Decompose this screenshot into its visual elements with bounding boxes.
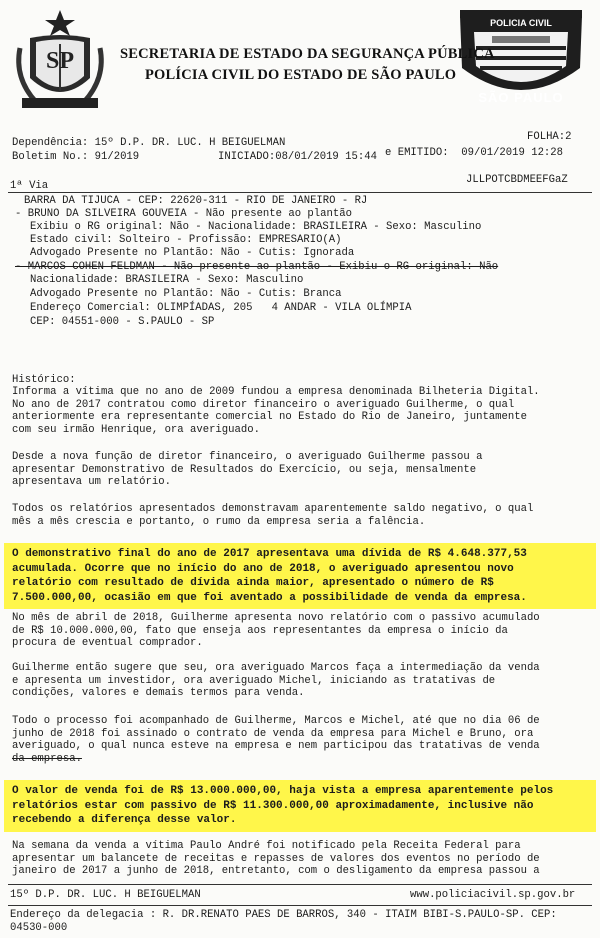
text-line: relatório com resultado de dívida ainda maior, apresentado o número de R$ — [12, 577, 494, 589]
text-line: averiguado, o qual nunca esteve na empresa e nem participou das tratativas de venda — [12, 740, 540, 753]
historico-paragraph-6 — [12, 662, 592, 700]
footer-address-line2: 04530-000 — [10, 922, 68, 934]
historico-paragraph-9 — [12, 840, 592, 878]
text-line: e apresenta um investidor, ora averiguado Michel, iniciando as tratativas de — [12, 674, 496, 687]
text-line: No mês de abril de 2018, Guilherme apresenta novo relatório com o passivo acumulado — [12, 612, 540, 624]
historico-paragraph-7 — [12, 715, 592, 765]
via-label: 1ª Via — [10, 180, 49, 192]
footer-separator-top — [8, 884, 592, 885]
historico-paragraph-3 — [12, 503, 592, 528]
text-line: junho de 2018 foi assinado o contrato de venda da empresa para Michel e Bruno, ora — [12, 727, 534, 740]
text-line: apresentar Demonstrativo de Resultados do Exercício, ou seja, mensalmente — [12, 463, 477, 476]
boletim-number: Boletim No.: 91/2019 — [12, 151, 140, 163]
historico-label: Histórico: — [12, 374, 76, 386]
historico-paragraph-5 — [12, 612, 592, 650]
footer-website: www.policiacivil.sp.gov.br — [410, 889, 576, 901]
emitido-date: e EMITIDO: 09/01/2019 12:28 — [385, 147, 564, 159]
text-line: O valor de venda foi de R$ 13.000.000,00, haja vista a empresa aparentemente pelos — [12, 785, 554, 797]
header-secretaria: SECRETARIA DE ESTADO DA SEGURANÇA PÚBLICA — [120, 46, 495, 62]
document-code: JLLPOTCBDMEEFGaZ — [466, 174, 568, 186]
text-line: relatórios estar com passivo de R$ 11.300.000,00 aproximadamente, inclusive não — [12, 799, 534, 812]
party-line-5: - MARCOS COHEN FELDMAN - Não presente ao plantão - Exibiu o RG original: Não — [15, 261, 499, 273]
folha-number: FOLHA:2 — [527, 131, 572, 143]
text-line: 7.500.000,00, ocasião em que foi aventado a possibilidade de venda da empresa. — [12, 591, 527, 604]
text-line: apresentar um balancete de receitas e repasses de valores dos eventos no período de — [12, 852, 540, 865]
party-line-1: - BRUNO DA SILVEIRA GOUVEIA - Não presente ao plantão — [15, 208, 352, 220]
text-line: Informa a vítima que no ano de 2009 fundou a empresa denominada Bilheteria Digital. — [12, 386, 540, 398]
header-policia-civil: POLÍCIA CIVIL DO ESTADO DE SÃO PAULO — [145, 67, 457, 83]
text-line: mês a mês crescia e portanto, o rumo da empresa seria a falência. — [12, 515, 426, 528]
text-line: janeiro de 2017 a junho de 2018, entretanto, com o desligamento da empresa passou a — [12, 865, 540, 878]
text-line: de R$ 10.000.000,00, fato que enseja aos representantes da empresa o início da — [12, 624, 508, 637]
sp-coat-of-arms-seal — [10, 8, 110, 120]
text-line: acumulada. Ocorre que no início do ano de 2018, o averiguado apresentou novo — [12, 562, 514, 575]
badge-bottom-text: SÃO PAULO — [478, 90, 564, 105]
text-line: recebendo a diferença desse valor. — [12, 814, 237, 826]
text-line: da empresa. — [12, 752, 82, 765]
badge-top-text: POLICIA CIVIL — [490, 18, 552, 28]
text-line: apresentava um relatório. — [12, 476, 171, 489]
party-line-0: BARRA DA TIJUCA - CEP: 22620-311 - RIO DE JANEIRO - RJ — [24, 195, 368, 207]
text-line: procura de eventual comprador. — [12, 637, 203, 650]
text-line: Desde a nova função de diretor financeiro, o averiguado Guilherme passou a — [12, 451, 483, 463]
footer-address-line1: Endereço da delegacia : R. DR.RENATO PAES DE BARROS, 340 - ITAIM BIBI-S.PAULO-SP. CEP: — [10, 909, 557, 921]
historico-paragraph-4 — [12, 547, 592, 605]
party-line-3: Estado civil: Solteiro - Profissão: EMPRESARIO(A) — [30, 234, 342, 246]
text-line: Na semana da venda a vítima Paulo André foi notificado pela Receita Federal para — [12, 840, 521, 852]
party-line-9: CEP: 04551-000 - S.PAULO - SP — [30, 316, 215, 328]
historico-paragraph-1 — [12, 386, 592, 436]
iniciado-date: INICIADO:08/01/2019 15:44 — [218, 151, 377, 163]
text-line: com seu irmão Henrique, ora averiguado. — [12, 423, 260, 436]
party-line-4: Advogado Presente no Plantão: Não - Cutis: Ignorada — [30, 247, 355, 259]
footer-dp: 15º D.P. DR. LUC. H BEIGUELMAN — [10, 889, 201, 901]
historico-paragraph-8 — [12, 784, 592, 828]
text-line: anteriormente era representante comercial no Estado do Rio de Janeiro, juntamente — [12, 411, 527, 424]
dependencia: Dependência: 15º D.P. DR. LUC. H BEIGUELMAN — [12, 137, 286, 149]
text-line: Todo o processo foi acompanhado de Guilherme, Marcos e Michel, até que no dia 06 de — [12, 715, 540, 727]
party-line-2: Exibiu o RG original: Não - Nacionalidade: BRASILEIRA - Sexo: Masculino — [30, 221, 482, 233]
text-line: O demonstrativo final do ano de 2017 apresentava uma dívida de R$ 4.648.377,53 — [12, 548, 527, 560]
text-line: condições, valores e demais termos para venda. — [12, 687, 305, 700]
historico-paragraph-2 — [12, 451, 592, 489]
text-line: Todos os relatórios apresentados demonstravam aparentemente saldo negativo, o qual — [12, 503, 534, 515]
party-line-8: Endereço Comercial: OLIMPÍADAS, 205 4 ANDAR - VILA OLÍMPIA — [30, 302, 412, 314]
meta-separator — [8, 192, 592, 193]
text-line: No ano de 2017 contratou como diretor financeiro o averiguado Guilherme, o qual — [12, 398, 515, 411]
party-line-7: Advogado Presente no Plantão: Não - Cutis: Branca — [30, 288, 342, 300]
party-line-6: Nacionalidade: BRASILEIRA - Sexo: Masculino — [30, 274, 304, 286]
seal-sp-text: SP — [45, 48, 74, 74]
footer-separator-bottom — [8, 905, 592, 906]
text-line: Guilherme então sugere que seu, ora averiguado Marcos faça a intermediação da venda — [12, 662, 540, 674]
